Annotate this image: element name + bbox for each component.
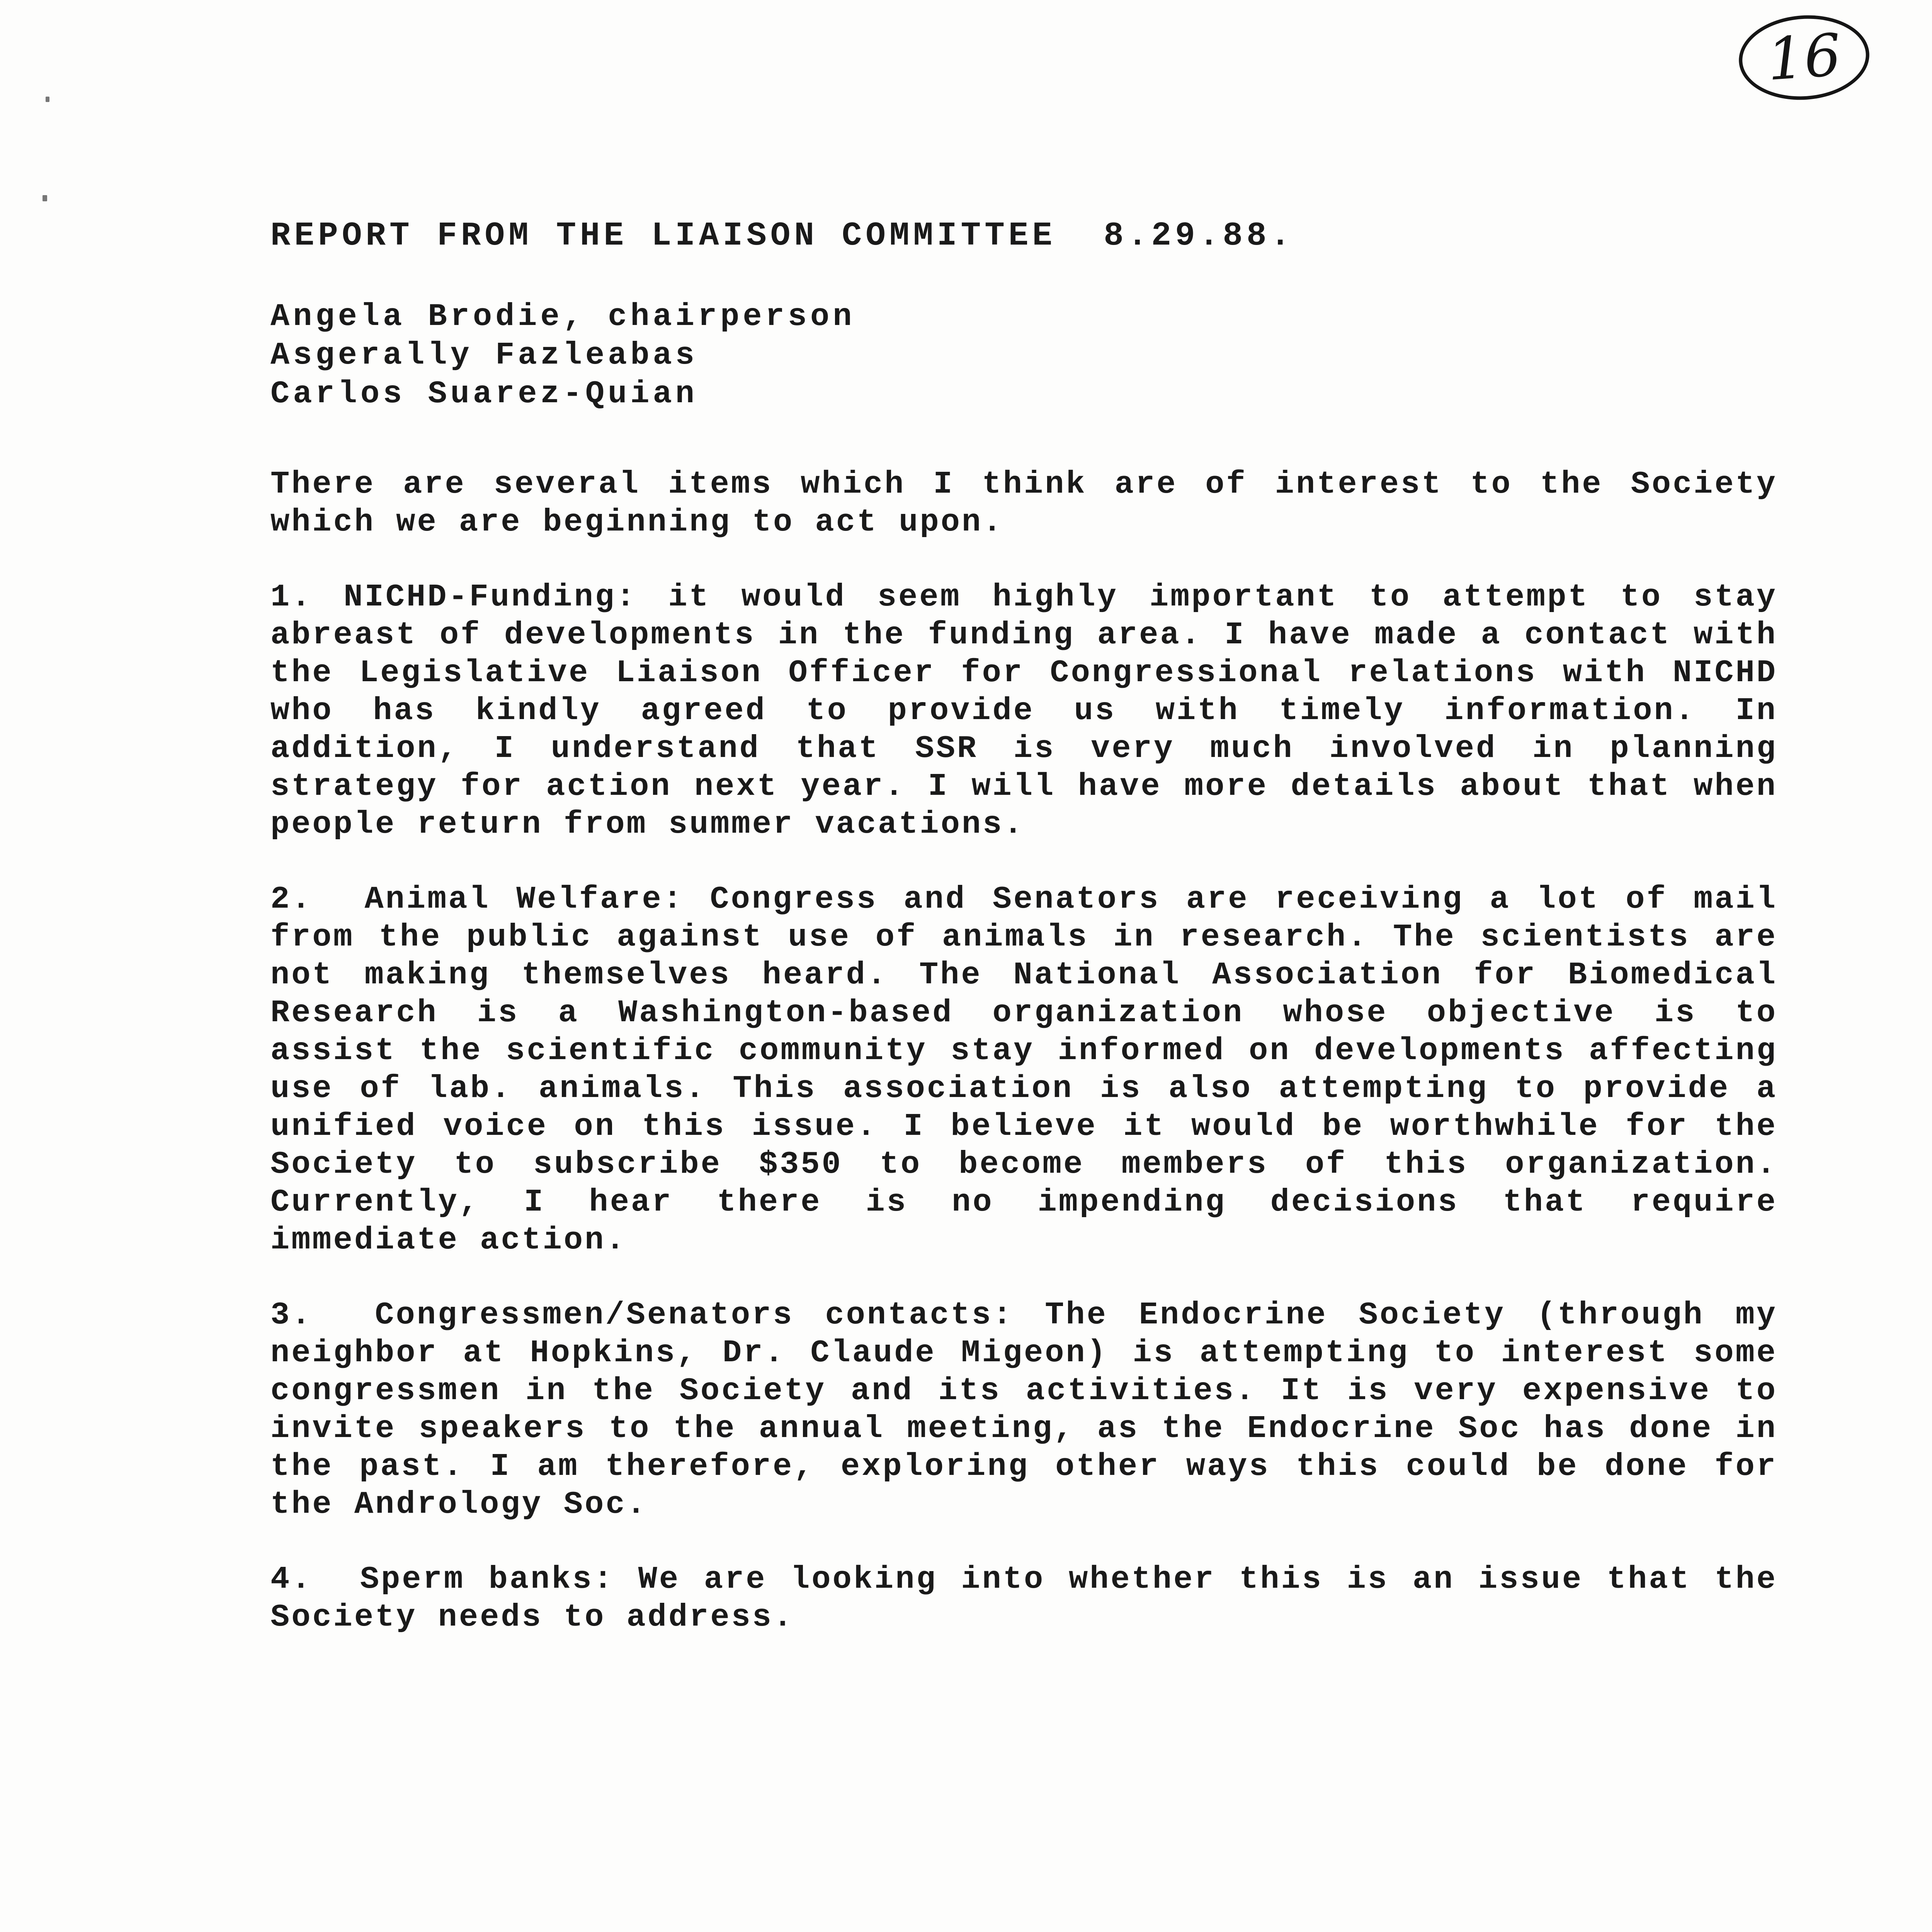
page-number-text: 16: [1765, 21, 1844, 94]
item-heading: 4. Sperm banks:: [270, 1561, 614, 1597]
intro-paragraph: There are several items which I think are of interest to the Society which we are beginning to act upon.: [270, 466, 1777, 540]
report-body: [270, 216, 1777, 1636]
item-heading: 2. Animal Welfare:: [270, 881, 684, 917]
committee-member: Carlos Suarez-Quian: [270, 376, 698, 412]
item-heading: 3. Congressmen/Senators contacts:: [270, 1297, 1014, 1333]
committee-member-list: [270, 298, 1777, 413]
item-heading: 1. NICHD-Funding:: [270, 579, 637, 615]
item-animal-welfare: [270, 881, 1777, 1259]
scan-speck: [46, 97, 49, 102]
item-congress-contacts: [270, 1296, 1777, 1524]
item-text: We are looking into whether this is an issue that the Society needs to address.: [270, 1561, 1777, 1635]
item-nichd-funding: [270, 578, 1777, 844]
item-text: it would seem highly important to attempt to stay abreast of developments in the funding area. I have made a contact with the Legislative Liaison Officer for Congressional relations with NICHD who has kindly agreed to provide us with timely information. In addition, I understand that SSR is very much involved in planning strategy for action next year. I will have more details about that when people return from summer vacations.: [270, 579, 1777, 842]
scan-speck: [43, 195, 47, 201]
handwritten-page-number: [1736, 11, 1872, 104]
report-title: REPORT FROM THE LIAISON COMMITTEE 8.29.88.: [270, 217, 1294, 255]
item-sperm-banks: [270, 1561, 1777, 1636]
item-text: Congress and Senators are receiving a lot of mail from the public against use of animals in research. The scientists are not making themselves heard. The National Association for Biomedical Research is a Washington-based organization whose objective is to assist the scientific community stay informed on developments affecting use of lab. animals. This association is also attempting to provide a unified voice on this issue. I believe it would be worthwhile for the Society to subscribe $350 to become members of this organization. Currently, I hear there is no impending decisions that require immediate action.: [270, 881, 1778, 1258]
committee-member: Angela Brodie, chairperson: [270, 299, 855, 335]
committee-member: Asgerally Fazleabas: [270, 337, 698, 373]
item-text: The Endocrine Society (through my neighbor at Hopkins, Dr. Claude Migeon) is attempting to interest some congressmen in the Society and its activities. It is very expensive to invite speakers to the annual meeting, as the Endocrine Soc has done in the past. I am therefore, exploring other ways this could be done for the Andrology Soc.: [270, 1297, 1777, 1522]
